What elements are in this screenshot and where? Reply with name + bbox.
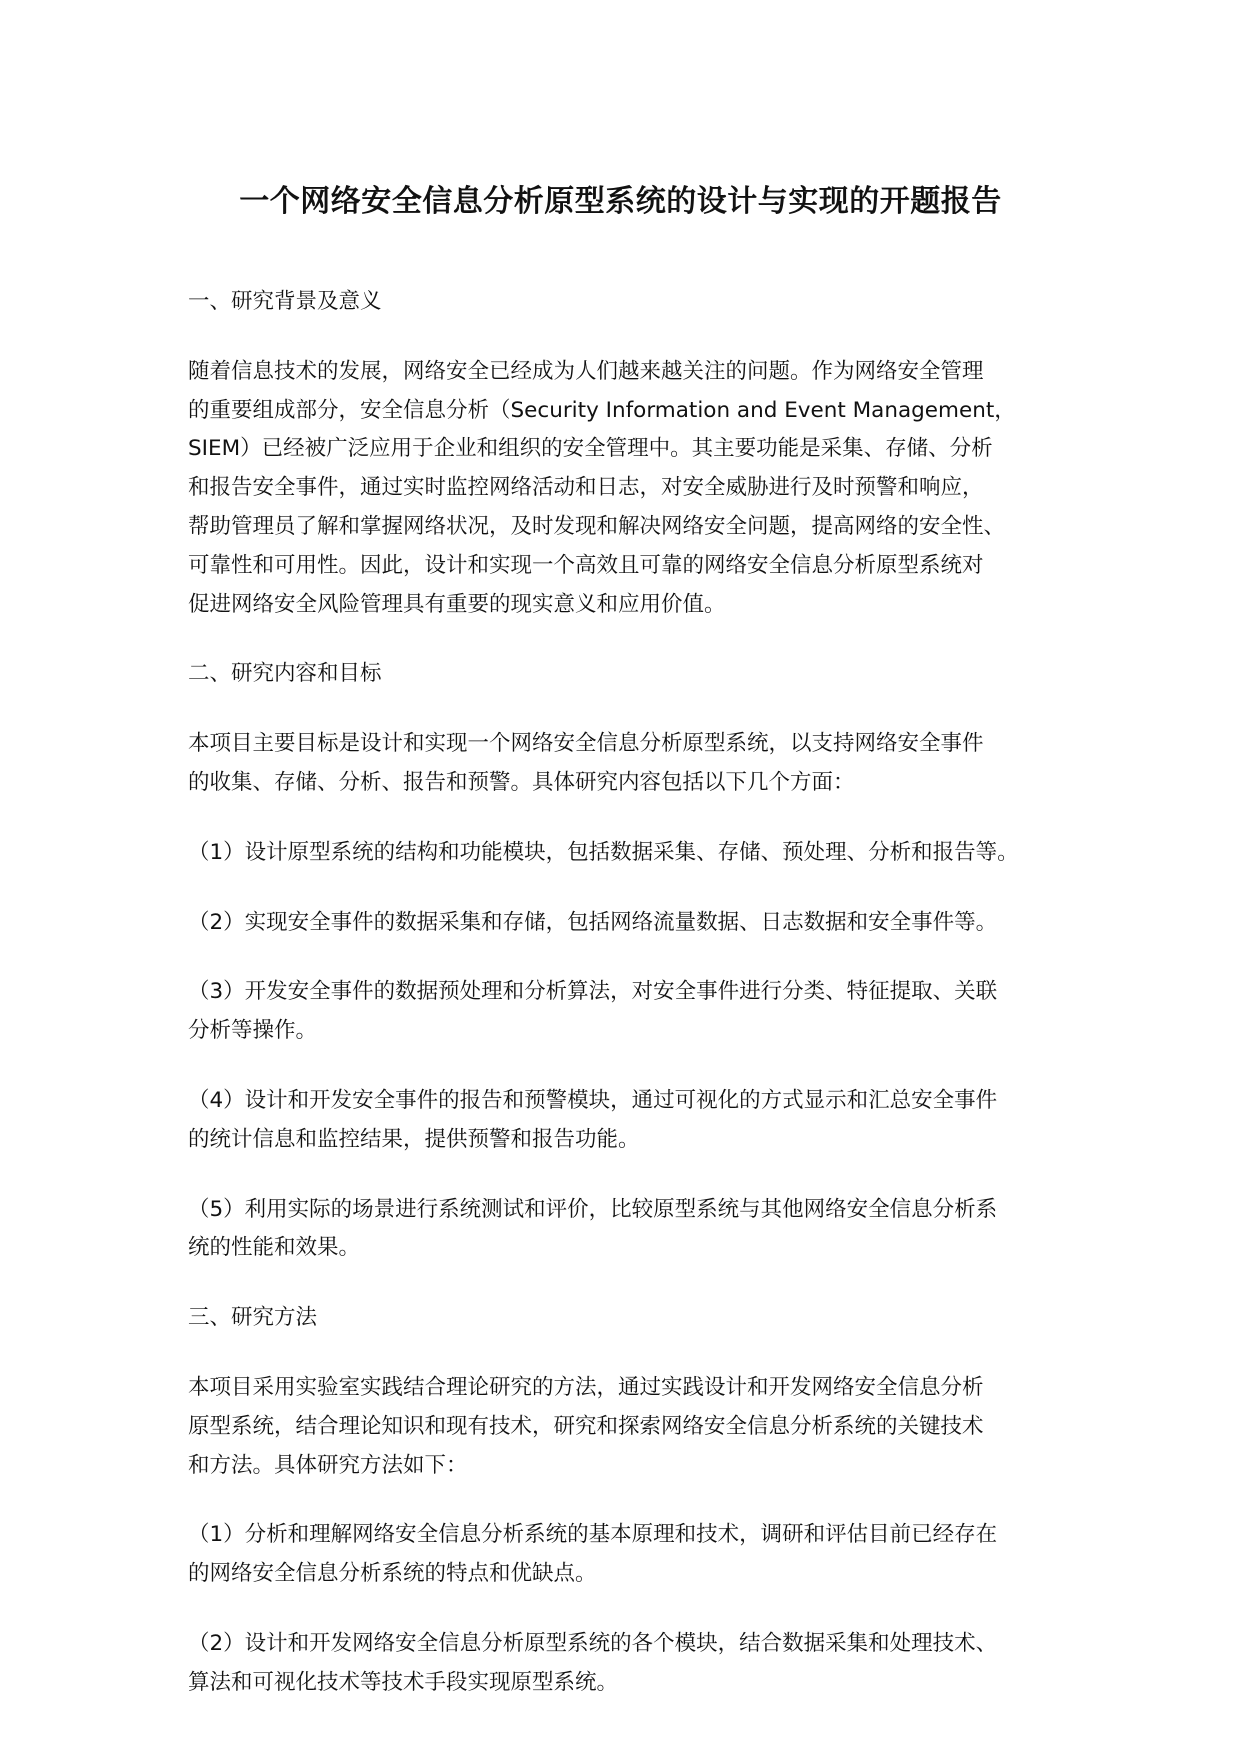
text-line: 算法和可视化技术等技术手段实现原型系统。 <box>188 1669 619 1695</box>
list-item <box>188 904 1068 943</box>
list-item <box>188 973 1068 1051</box>
section-heading-content-goals: 二、研究内容和目标 <box>188 661 382 687</box>
text-line: 和报告安全事件，通过实时监控网络活动和日志，对安全威胁进行及时预警和响应， <box>188 475 984 501</box>
list-item <box>188 1082 1068 1160</box>
list-item <box>188 834 1068 873</box>
text-line: （2）设计和开发网络安全信息分析原型系统的各个模块，结合数据采集和处理技术、 <box>188 1630 998 1656</box>
list-item <box>188 1625 1068 1703</box>
text-line: 分析等操作。 <box>188 1018 318 1044</box>
text-line: （3）开发安全事件的数据预处理和分析算法，对安全事件进行分类、特征提取、关联 <box>188 979 998 1005</box>
text-line: 的收集、存储、分析、报告和预警。具体研究内容包括以下几个方面： <box>188 769 855 795</box>
document-title: 一个网络安全信息分析原型系统的设计与实现的开题报告 <box>239 184 1002 219</box>
section-heading-background: 一、研究背景及意义 <box>188 289 382 314</box>
text-line: （5）利用实际的场景进行系统测试和评价，比较原型系统与其他网络安全信息分析系 <box>188 1196 998 1222</box>
text-line: 和方法。具体研究方法如下： <box>188 1452 468 1478</box>
paragraph-goals <box>188 725 1068 803</box>
text-line: 的网络安全信息分析系统的特点和优缺点。 <box>188 1561 597 1587</box>
text-line: 本项目主要目标是设计和实现一个网络安全信息分析原型系统，以支持网络安全事件 <box>188 731 984 757</box>
text-line: 统的性能和效果。 <box>188 1235 361 1261</box>
paragraph-background <box>188 353 1068 625</box>
paragraph-methods <box>188 1369 1068 1485</box>
section-heading-methods: 三、研究方法 <box>188 1305 318 1331</box>
text-line: 促进网络安全风险管理具有重要的现实意义和应用价值。 <box>188 591 726 617</box>
text-line: （1）设计原型系统的结构和功能模块，包括数据采集、存储、预处理、分析和报告等。 <box>188 839 1019 865</box>
list-item <box>188 1191 1068 1269</box>
text-line: 的重要组成部分，安全信息分析（Security Information and Event Management， <box>188 397 1016 423</box>
document-body <box>188 283 1068 1734</box>
text-line: （1）分析和理解网络安全信息分析系统的基本原理和技术，调研和评估目前已经存在 <box>188 1522 998 1548</box>
text-line: 随着信息技术的发展，网络安全已经成为人们越来越关注的问题。作为网络安全管理 <box>188 358 984 384</box>
text-line: 帮助管理员了解和掌握网络状况，及时发现和解决网络安全问题，提高网络的安全性、 <box>188 513 1006 539</box>
list-item <box>188 1516 1068 1594</box>
text-line: 可靠性和可用性。因此，设计和实现一个高效且可靠的网络安全信息分析原型系统对 <box>188 552 984 578</box>
text-line: SIEM）已经被广泛应用于企业和组织的安全管理中。其主要功能是采集、存储、分析 <box>188 436 993 462</box>
text-line: （4）设计和开发安全事件的报告和预警模块，通过可视化的方式显示和汇总安全事件 <box>188 1087 998 1113</box>
text-line: （2）实现安全事件的数据采集和存储，包括网络流量数据、日志数据和安全事件等。 <box>188 909 998 935</box>
text-line: 本项目采用实验室实践结合理论研究的方法，通过实践设计和开发网络安全信息分析 <box>188 1374 984 1400</box>
text-line: 原型系统，结合理论知识和现有技术，研究和探索网络安全信息分析系统的关键技术 <box>188 1413 984 1439</box>
text-line: 的统计信息和监控结果，提供预警和报告功能。 <box>188 1126 640 1152</box>
